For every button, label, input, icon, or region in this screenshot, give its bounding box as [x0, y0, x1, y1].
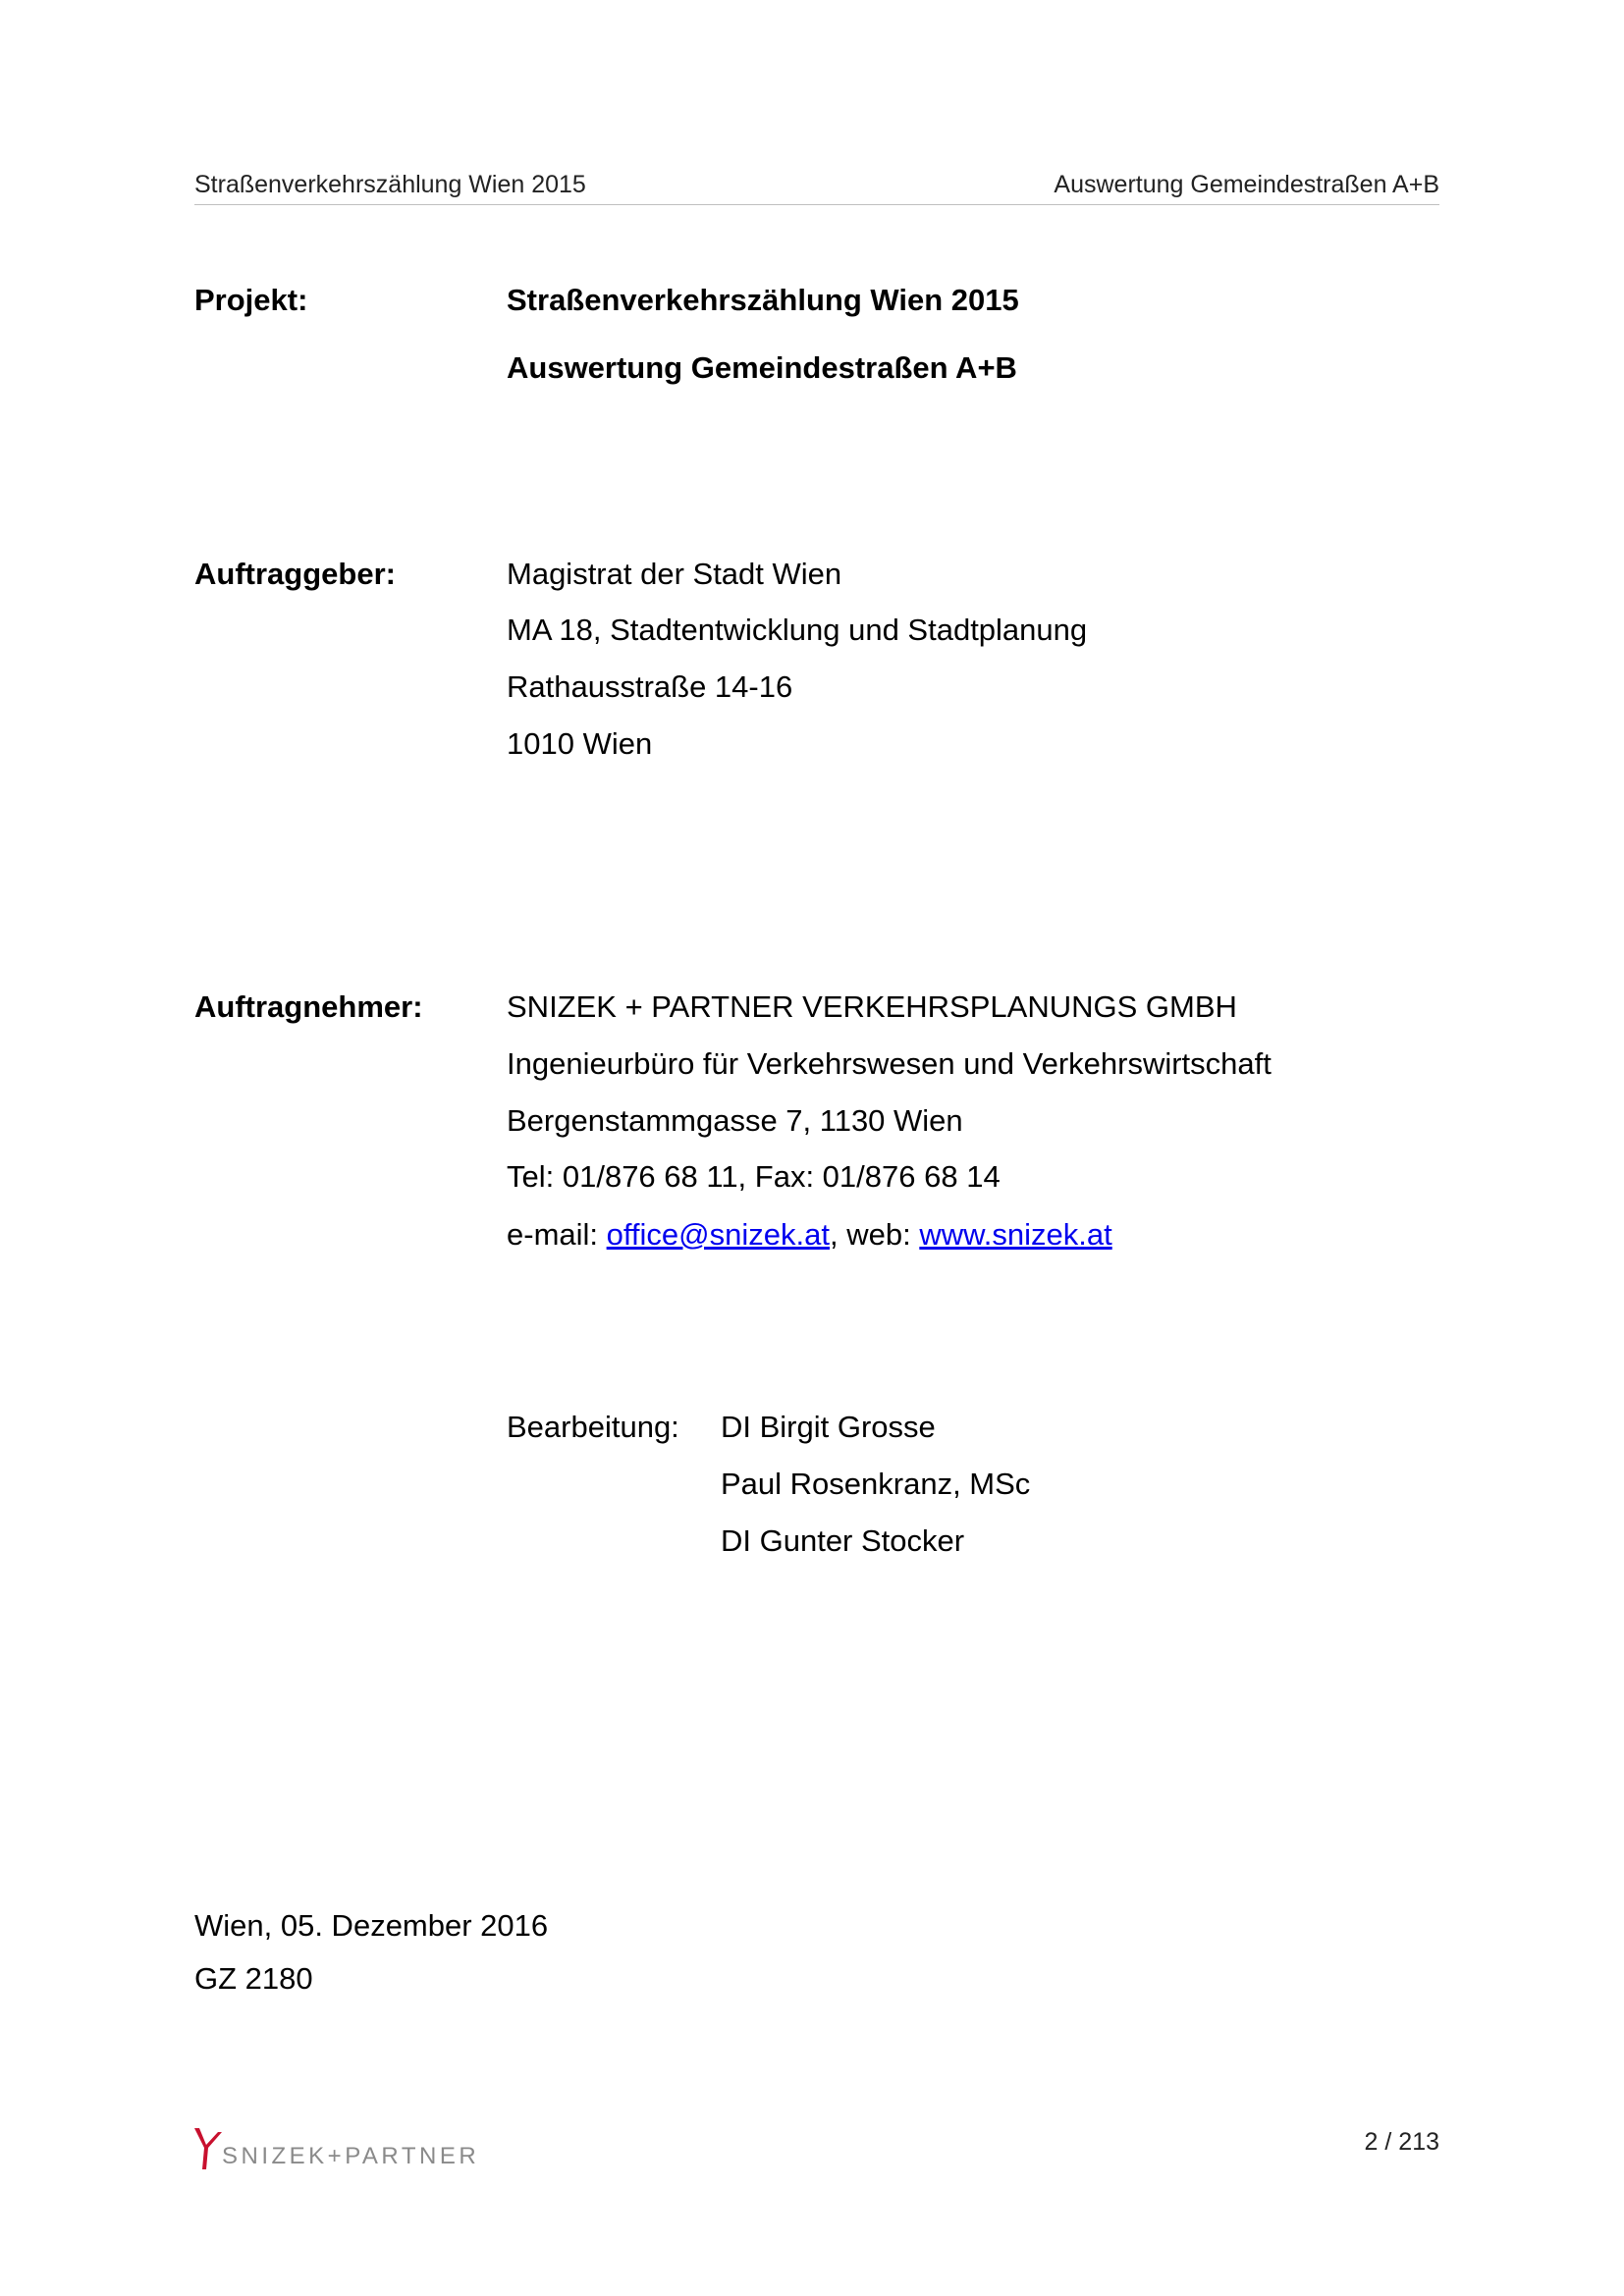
- auftraggeber-label: Auftraggeber:: [194, 557, 396, 591]
- email-link[interactable]: office@snizek.at: [606, 1217, 830, 1252]
- auftragnehmer-line: Ingenieurbüro für Verkehrswesen und Verkehrswirtschaft: [507, 1046, 1272, 1081]
- bearbeitung-name: DI Gunter Stocker: [721, 1523, 965, 1558]
- web-prefix: , web:: [829, 1217, 920, 1252]
- logo-y-mark-icon: [194, 2128, 222, 2169]
- projekt-subtitle: Auswertung Gemeindestraßen A+B: [507, 350, 1017, 385]
- header-right-title: Auswertung Gemeindestraßen A+B: [1054, 171, 1439, 198]
- auftraggeber-line: MA 18, Stadtentwicklung und Stadtplanung: [507, 613, 1088, 647]
- auftragnehmer-line: Tel: 01/876 68 11, Fax: 01/876 68 14: [507, 1159, 1001, 1194]
- bearbeitung-label: Bearbeitung:: [507, 1410, 679, 1444]
- projekt-label: Projekt:: [194, 283, 308, 317]
- auftragnehmer-label: Auftragnehmer:: [194, 989, 423, 1024]
- page-number: 2 / 213: [1364, 2128, 1439, 2156]
- document-gz: GZ 2180: [194, 1961, 313, 1996]
- document-date: Wien, 05. Dezember 2016: [194, 1908, 549, 1943]
- auftragnehmer-line: Bergenstammgasse 7, 1130 Wien: [507, 1103, 963, 1138]
- auftraggeber-line: 1010 Wien: [507, 726, 653, 761]
- projekt-title: Straßenverkehrszählung Wien 2015: [507, 283, 1019, 317]
- header-left-title: Straßenverkehrszählung Wien 2015: [194, 171, 586, 198]
- web-link[interactable]: www.snizek.at: [919, 1217, 1112, 1252]
- logo-wordmark: SNIZEK+PARTNER: [222, 2143, 480, 2169]
- auftragnehmer-line: SNIZEK + PARTNER VERKEHRSPLANUNGS GMBH: [507, 989, 1237, 1024]
- bearbeitung-name: Paul Rosenkranz, MSc: [721, 1467, 1031, 1501]
- auftraggeber-line: Magistrat der Stadt Wien: [507, 557, 842, 591]
- bearbeitung-name: DI Birgit Grosse: [721, 1410, 936, 1444]
- email-prefix: e-mail:: [507, 1217, 607, 1252]
- running-header: [194, 171, 1439, 205]
- auftraggeber-line: Rathausstraße 14-16: [507, 669, 793, 704]
- snizek-partner-logo: [192, 2126, 526, 2175]
- contact-line: [507, 1217, 1112, 1253]
